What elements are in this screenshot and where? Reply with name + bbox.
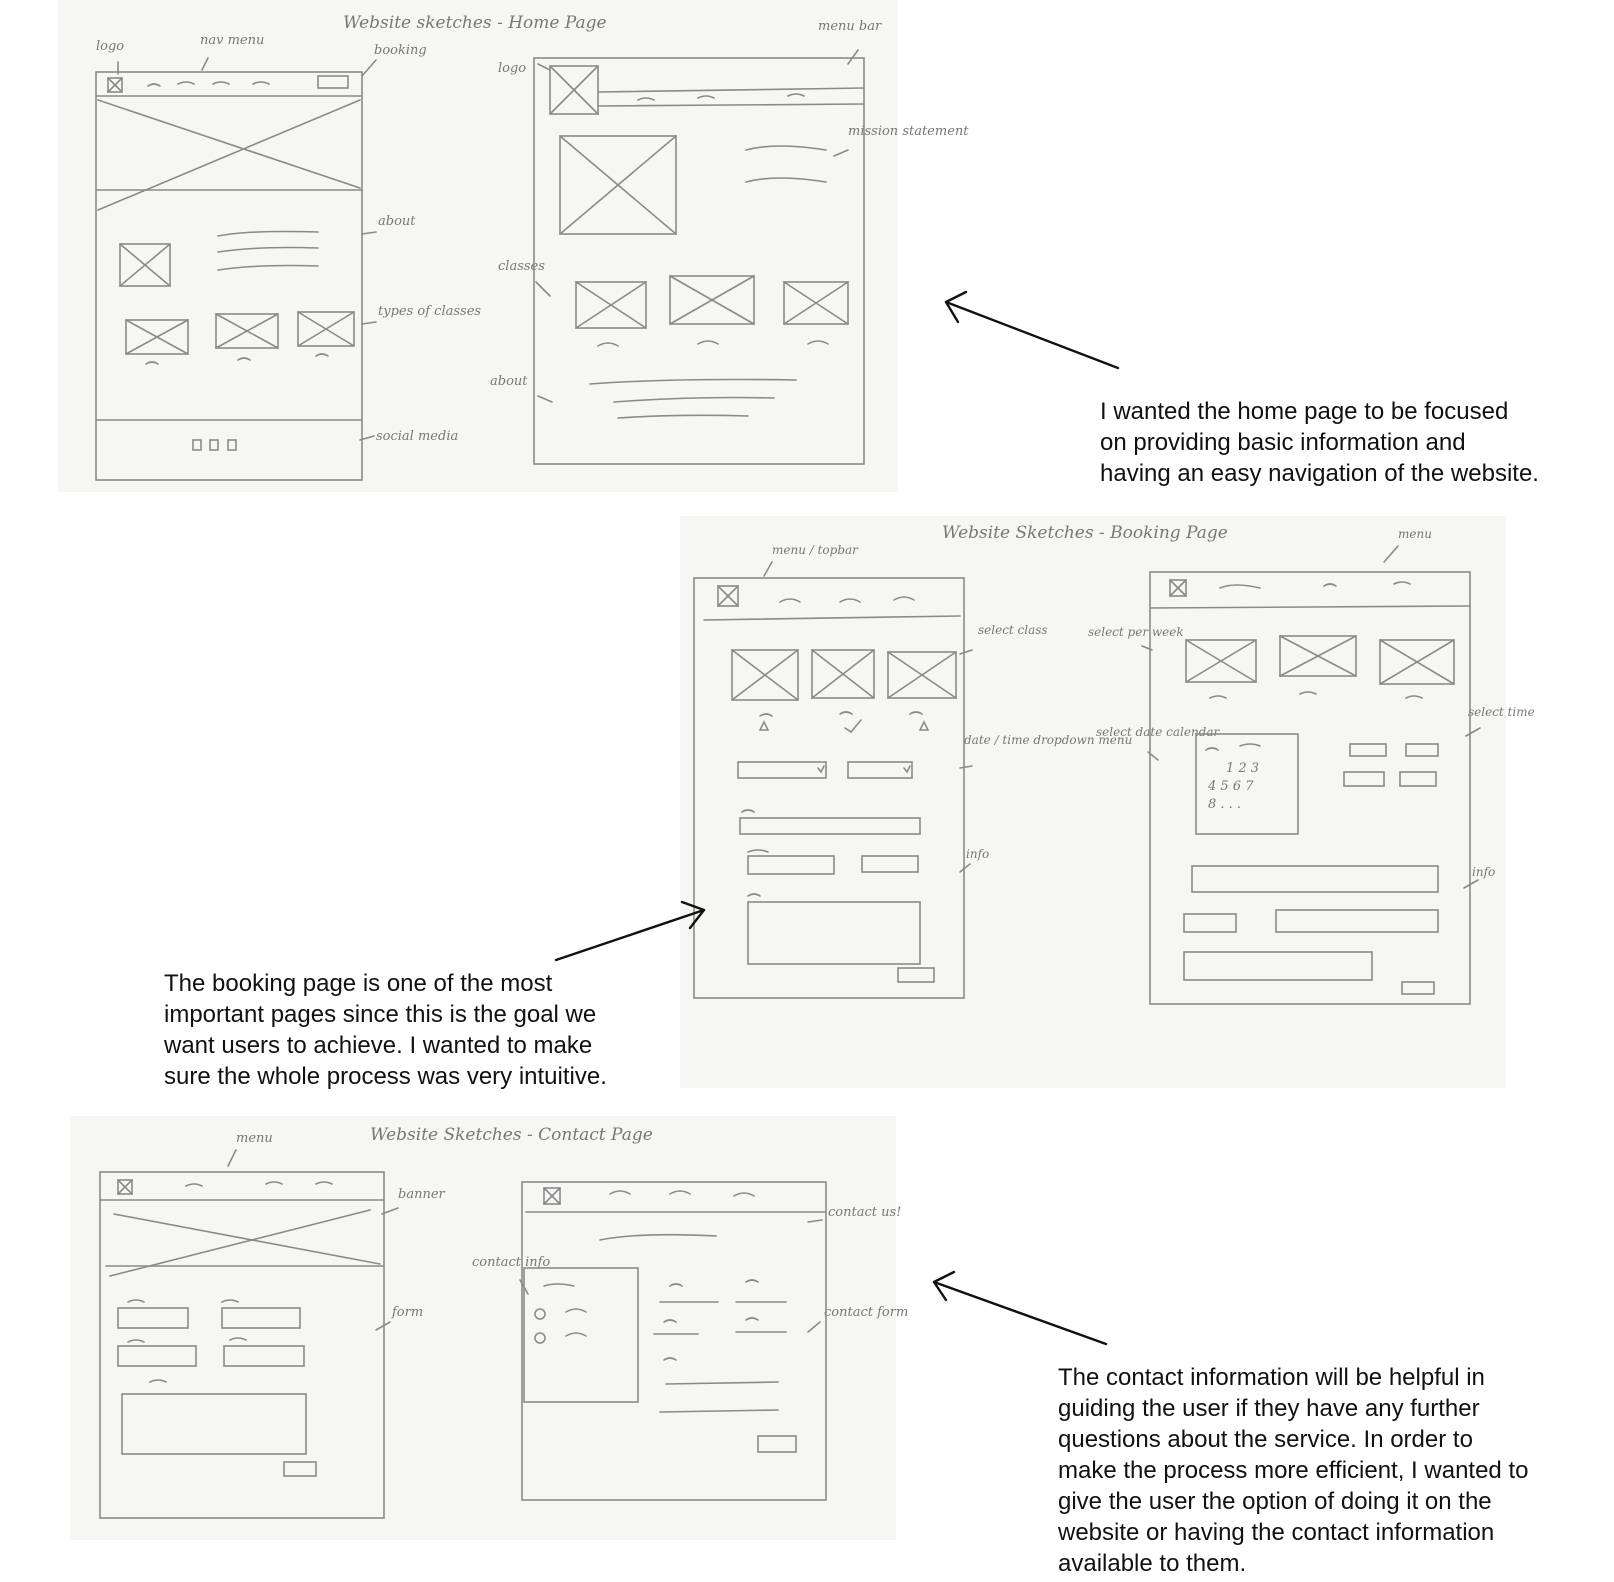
booking-wireframe-right	[1150, 572, 1470, 1004]
label-mission-statement: mission statement	[848, 124, 969, 139]
sketch-title: Website sketches - Home Page	[343, 13, 607, 33]
arrow-contact	[934, 1272, 1106, 1344]
label-date-time-dropdown: date / time dropdown menu	[964, 733, 1133, 747]
annotation-line: available to them.	[1058, 1550, 1247, 1577]
calendar-row-1: 1 2 3	[1226, 761, 1260, 776]
contact-wireframe-right	[522, 1182, 826, 1500]
calendar-row-2: 4 5 6 7	[1208, 779, 1254, 794]
label-menu: menu	[236, 1131, 273, 1146]
contact-page-annotation	[1058, 1362, 1528, 1579]
label-contact-form: contact form	[824, 1305, 909, 1320]
annotation-line: The contact information will be helpful in	[1058, 1364, 1485, 1391]
calendar-row-3: 8 . . .	[1208, 797, 1242, 812]
annotation-line: The booking page is one of the most	[164, 970, 553, 997]
booking-page-sketch-photo	[680, 516, 1535, 1088]
annotation-line: I wanted the home page to be focused	[1100, 398, 1509, 425]
annotation-line: questions about the service. In order to	[1058, 1426, 1473, 1453]
label-contact-info: contact info	[472, 1255, 551, 1270]
arrow-home	[946, 292, 1118, 368]
label-contact-us: contact us!	[828, 1205, 902, 1220]
contact-page-sketch-photo	[70, 1116, 909, 1540]
sketch-title: Website Sketches - Booking Page	[942, 523, 1228, 543]
label-select-time: select time	[1468, 705, 1535, 719]
home-page-sketch-photo	[58, 0, 969, 492]
annotation-line: website or having the contact information	[1058, 1519, 1495, 1546]
annotation-line: on providing basic information and	[1100, 429, 1466, 456]
label-banner: banner	[398, 1187, 445, 1202]
label-select-date-calendar: select date calendar	[1096, 725, 1220, 739]
annotation-line: guiding the user if they have any further	[1058, 1395, 1480, 1422]
contact-wireframe-left	[100, 1172, 384, 1518]
label-logo: logo	[96, 39, 125, 54]
label-menu-bar: menu bar	[818, 19, 882, 34]
annotation-line: give the user the option of doing it on the	[1058, 1488, 1492, 1515]
label-menu-topbar: menu / topbar	[772, 543, 858, 557]
label-about: about	[378, 214, 416, 229]
home-wireframe-variant	[534, 58, 864, 464]
label-form: form	[392, 1305, 424, 1320]
booking-page-annotation	[164, 968, 607, 1092]
annotation-line: having an easy navigation of the website.	[1100, 460, 1539, 487]
annotation-line: make the process more efficient, I wanted to	[1058, 1457, 1529, 1484]
label-select-per-week: select per week	[1088, 625, 1184, 639]
home-wireframe-desktop	[96, 72, 362, 480]
sketch-title: Website Sketches - Contact Page	[370, 1125, 653, 1145]
label-menu: menu	[1398, 527, 1432, 541]
label-info-2: info	[1472, 865, 1496, 879]
label-select-class: select class	[978, 623, 1048, 637]
annotation-line: want users to achieve. I wanted to make	[164, 1032, 593, 1059]
home-page-annotation	[1100, 396, 1539, 489]
booking-wireframe-left	[694, 578, 964, 998]
label-booking: booking	[374, 43, 427, 58]
label-logo-2: logo	[498, 61, 527, 76]
label-social-media: social media	[376, 429, 459, 444]
label-classes: classes	[498, 259, 545, 274]
annotation-line: sure the whole process was very intuitive.	[164, 1063, 607, 1090]
label-info: info	[966, 847, 990, 861]
label-nav-menu: nav menu	[200, 33, 265, 48]
annotation-line: important pages since this is the goal we	[164, 1001, 597, 1028]
label-about-2: about	[490, 374, 528, 389]
label-types-of-classes: types of classes	[378, 304, 482, 319]
